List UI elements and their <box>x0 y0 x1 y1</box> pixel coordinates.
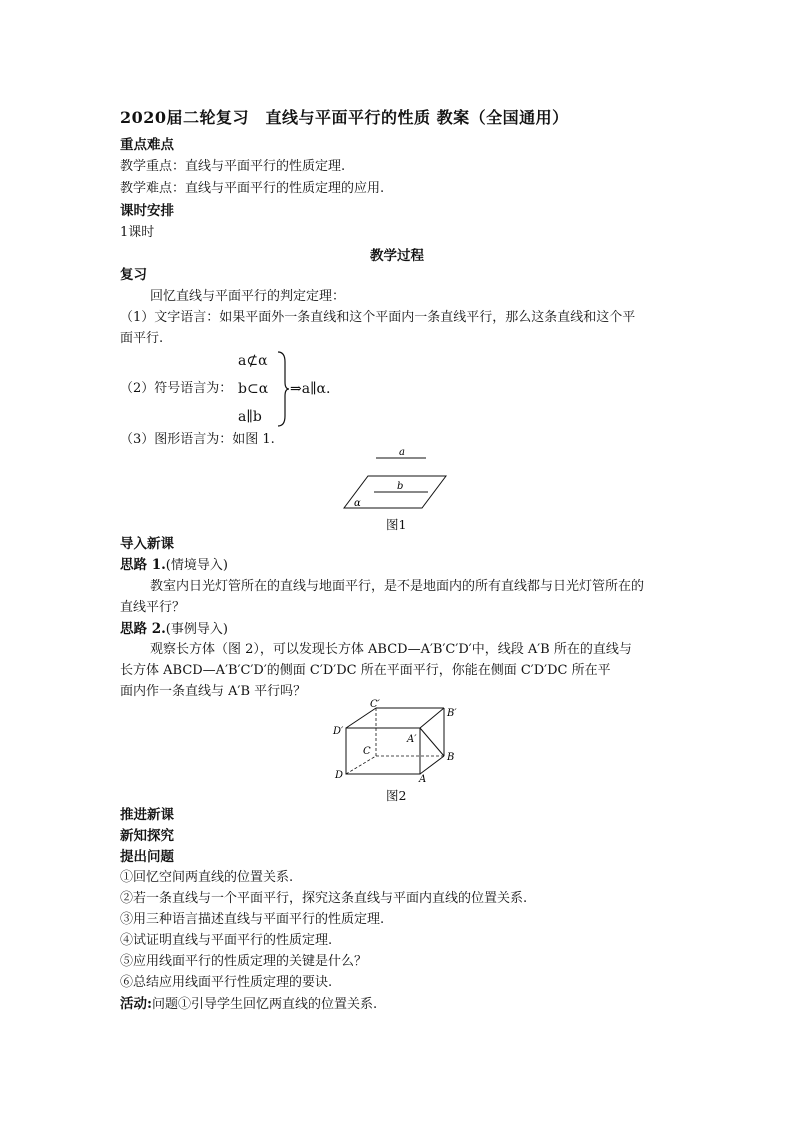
label-a: a <box>399 447 405 458</box>
figure-1-caption: 图1 <box>386 517 407 532</box>
label-a1: A′ <box>407 734 417 745</box>
label-a: A <box>419 774 427 784</box>
idea-1-text-2: 直线平行？ <box>120 600 186 615</box>
label-d1: D′ <box>333 726 344 737</box>
idea-2-type: (事例导入) <box>165 622 228 637</box>
symbol-line-2: b⊂α <box>238 381 269 397</box>
question-item: ③用三种语言描述直线与平面平行的性质定理. <box>120 912 385 927</box>
document-title: 2020届二轮复习 直线与平面平行的性质 教案（全国通用） <box>120 108 569 127</box>
activity-label: 活动: <box>120 996 152 1012</box>
intro-heading: 导入新课 <box>120 536 174 552</box>
question-item: ⑥总结应用线面平行性质定理的要诀. <box>120 975 333 990</box>
process-heading: 教学过程 <box>370 248 424 264</box>
idea-1-line <box>120 556 228 575</box>
idea-1-type: (情境导入) <box>165 558 228 573</box>
activity-line <box>120 995 377 1014</box>
question-item: ⑤应用线面平行的性质定理的关键是什么？ <box>120 954 368 969</box>
explore-heading: 新知探究 <box>120 828 174 844</box>
label-d: D <box>335 770 344 781</box>
label-b: B <box>447 752 455 763</box>
review-intro: 回忆直线与平面平行的判定定理： <box>150 289 346 304</box>
question-item: ②若一条直线与一个平面平行，探究这条直线与平面内直线的位置关系. <box>120 891 528 906</box>
symbol-line-3: a∥b <box>238 409 262 425</box>
figure-language-text: （3）图形语言为：如图 1. <box>120 432 275 447</box>
schedule-value: 1课时 <box>120 225 155 240</box>
new-lesson-heading: 推进新课 <box>120 807 174 823</box>
questions-heading: 提出问题 <box>120 849 174 865</box>
symbol-line-1: a⊄α <box>238 353 268 369</box>
text-language-line-1: （1）文字语言：如果平面外一条直线和这个平面内一条直线平行，那么这条直线和这个平 <box>120 310 636 325</box>
label-b: b <box>397 481 404 492</box>
key-point-text: 教学重点：直线与平面平行的性质定理. <box>120 159 346 174</box>
label-c: C <box>363 746 371 757</box>
figure-2-cuboid <box>330 698 470 784</box>
idea-2-text-2: 长方体 ABCD—A′B′C′D′的侧面 C′D′DC 所在平面平行，你能在侧面 C′D′DC 所在平 <box>120 663 611 678</box>
symbol-result: ⇒a∥α. <box>290 381 331 397</box>
figure-1-diagram <box>340 446 460 516</box>
idea-2-label: 思路 2. <box>120 621 166 637</box>
text-language-line-2: 面平行. <box>120 331 164 346</box>
segment-a1-b <box>420 728 444 756</box>
question-item: ①回忆空间两直线的位置关系. <box>120 870 294 885</box>
idea-2-text-3: 面内作一条直线与 A′B 平行吗？ <box>120 684 307 699</box>
difficulty-text: 教学难点：直线与平面平行的性质定理的应用. <box>120 181 385 196</box>
label-alpha: α <box>354 498 361 509</box>
key-points-heading: 重点难点 <box>120 137 174 153</box>
figure-2-caption: 图2 <box>386 788 407 803</box>
label-c1: C′ <box>370 699 380 710</box>
idea-1-text-1: 教室内日光灯管所在的直线与地面平行，是不是地面内的所有直线都与日光灯管所在的 <box>150 579 645 594</box>
schedule-heading: 课时安排 <box>120 203 174 219</box>
review-heading: 复习 <box>120 267 147 283</box>
question-item: ④试证明直线与平面平行的性质定理. <box>120 933 333 948</box>
idea-1-label: 思路 1. <box>120 557 166 573</box>
activity-text: 问题①引导学生回忆两直线的位置关系. <box>151 997 378 1012</box>
idea-2-line <box>120 620 228 639</box>
brace-icon <box>276 350 290 428</box>
label-b1: B′ <box>447 708 457 719</box>
symbol-language-label: （2）符号语言为： <box>120 381 233 396</box>
idea-2-text-1: 观察长方体（图 2），可以发现长方体 ABCD—A′B′C′D′中，线段 A′B 所在的直线与 <box>150 642 632 657</box>
